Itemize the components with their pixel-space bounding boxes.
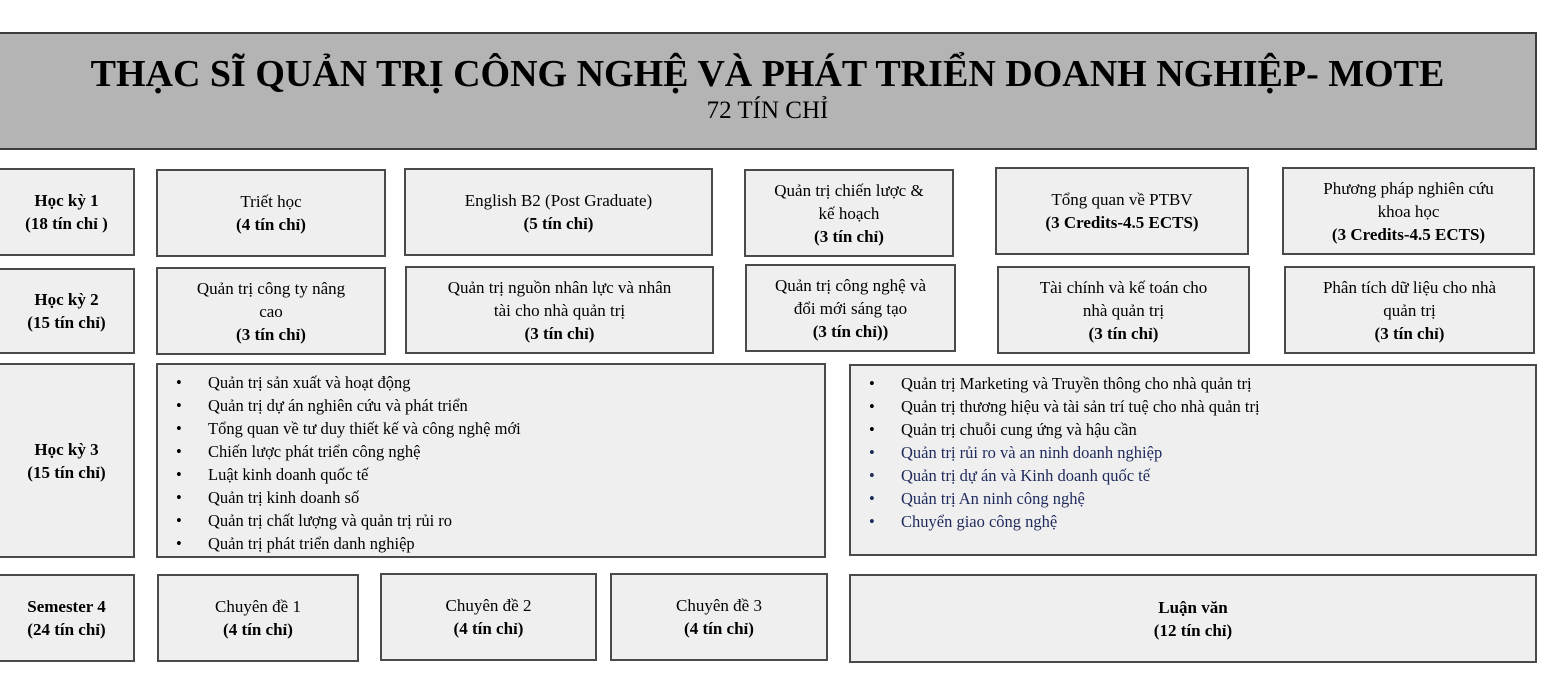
list-item: • Chiến lược phát triển công nghệ — [176, 440, 816, 463]
topic-card — [380, 573, 597, 661]
course-credits: (4 tín chỉ) — [236, 215, 306, 234]
course-credits: (3 Credits-4.5 ECTS) — [1331, 224, 1486, 244]
list-item: • Chuyển giao công nghệ — [869, 510, 1527, 533]
thesis-card — [849, 574, 1537, 663]
course-name: Quản trị công ty nâng — [196, 278, 346, 298]
course-name: English B2 (Post Graduate) — [464, 191, 653, 210]
course-name: Tổng quan về PTBV — [1051, 190, 1193, 209]
course-credits: (3 tín chỉ) — [814, 226, 884, 246]
course-card — [405, 266, 714, 354]
course-name: kế hoạch — [818, 203, 880, 223]
semester-credits: (24 tín chỉ) — [27, 620, 106, 639]
course-card — [744, 169, 954, 257]
list-item: • Quản trị rủi ro và an ninh doanh nghiệp — [869, 441, 1527, 464]
course-credits: (3 tín chỉ) — [236, 324, 306, 344]
list-item: • Quản trị phát triển danh nghiệp — [176, 532, 816, 555]
list-item: • Tổng quan về tư duy thiết kế và công nghệ mới — [176, 417, 816, 440]
course-name: cao — [259, 301, 283, 321]
course-name: tài cho nhà quản trị — [493, 300, 626, 320]
semester-label-2 — [0, 268, 135, 354]
program-total-credits: 72 TÍN CHỈ — [706, 97, 829, 124]
semester-credits: (15 tín chỉ) — [27, 313, 106, 332]
semester-label-1 — [0, 168, 135, 256]
course-credits: (3 tín chỉ) — [524, 323, 595, 343]
list-item: • Quản trị dự án nghiên cứu và phát triển — [176, 394, 816, 417]
course-name: khoa học — [1377, 201, 1440, 221]
semester-label-3 — [0, 363, 135, 558]
course-name: Quản trị công nghệ và — [774, 275, 927, 295]
course-card — [156, 169, 386, 257]
course-name: Phân tích dữ liệu cho nhà — [1322, 277, 1497, 297]
semester-name: Học kỳ 2 — [34, 290, 99, 309]
thesis-credits: (12 tín chỉ) — [1153, 620, 1233, 640]
list-item: • Quản trị sản xuất và hoạt động — [176, 371, 816, 394]
course-card — [995, 167, 1249, 255]
topic-card — [610, 573, 828, 661]
topic-card — [157, 574, 359, 662]
topic-credits: (4 tín chỉ) — [223, 620, 293, 639]
semester-name: Semester 4 — [27, 597, 106, 616]
semester-name: Học kỳ 1 — [34, 191, 99, 210]
course-credits: (5 tín chỉ) — [523, 214, 594, 233]
course-name: quản trị — [1383, 300, 1436, 320]
course-card — [404, 168, 713, 256]
elective-list-box-left — [156, 363, 826, 558]
topic-credits: (4 tín chỉ) — [684, 619, 754, 638]
list-item: • Quản trị Marketing và Truyền thông cho nhà quản trị — [869, 372, 1527, 395]
course-name: Quản trị chiến lược & — [774, 180, 924, 200]
list-item: • Luật kinh doanh quốc tế — [176, 463, 816, 486]
course-credits: (3 tín chỉ) — [1088, 323, 1159, 343]
elective-list — [176, 371, 816, 555]
program-header — [0, 32, 1537, 150]
course-card — [745, 264, 956, 352]
list-item: • Quản trị thương hiệu và tài sản trí tuệ cho nhà quản trị — [869, 395, 1527, 418]
course-name: Quản trị nguồn nhân lực và nhân — [447, 277, 672, 297]
course-name: Tài chính và kế toán cho — [1039, 277, 1208, 297]
list-item: • Quản trị dự án và Kinh doanh quốc tế — [869, 464, 1527, 487]
topic-name: Chuyên đề 1 — [215, 597, 301, 616]
course-card — [1284, 266, 1535, 354]
elective-list-box-right — [849, 364, 1537, 556]
course-credits: (3 tín chỉ)) — [812, 321, 889, 341]
semester-name: Học kỳ 3 — [34, 439, 99, 459]
course-name: nhà quản trị — [1082, 300, 1165, 320]
topic-credits: (4 tín chỉ) — [453, 619, 524, 638]
elective-list — [869, 372, 1527, 533]
course-card — [156, 267, 386, 355]
semester-credits: (18 tín chỉ ) — [25, 214, 108, 233]
list-item: • Quản trị An ninh công nghệ — [869, 487, 1527, 510]
program-title: THẠC SĨ QUẢN TRỊ CÔNG NGHỆ VÀ PHÁT TRIỂN DOANH NGHIỆP- MOTE — [90, 53, 1445, 95]
list-item: • Quản trị chất lượng và quản trị rủi ro — [176, 509, 816, 532]
topic-name: Chuyên đề 3 — [676, 596, 762, 615]
list-item: • Quản trị kinh doanh số — [176, 486, 816, 509]
course-card — [1282, 167, 1535, 255]
course-card — [997, 266, 1250, 354]
semester-label-4 — [0, 574, 135, 662]
course-name: Triết học — [240, 192, 302, 211]
course-name: đổi mới sáng tạo — [793, 298, 908, 318]
list-item: • Quản trị chuỗi cung ứng và hậu cần — [869, 418, 1527, 441]
course-credits: (3 tín chỉ) — [1374, 323, 1445, 343]
course-name: Phương pháp nghiên cứu — [1323, 178, 1494, 198]
course-credits: (3 Credits-4.5 ECTS) — [1045, 213, 1199, 232]
semester-credits: (15 tín chỉ) — [27, 462, 106, 482]
topic-name: Chuyên đề 2 — [445, 596, 532, 615]
thesis-name: Luận văn — [1158, 597, 1228, 617]
